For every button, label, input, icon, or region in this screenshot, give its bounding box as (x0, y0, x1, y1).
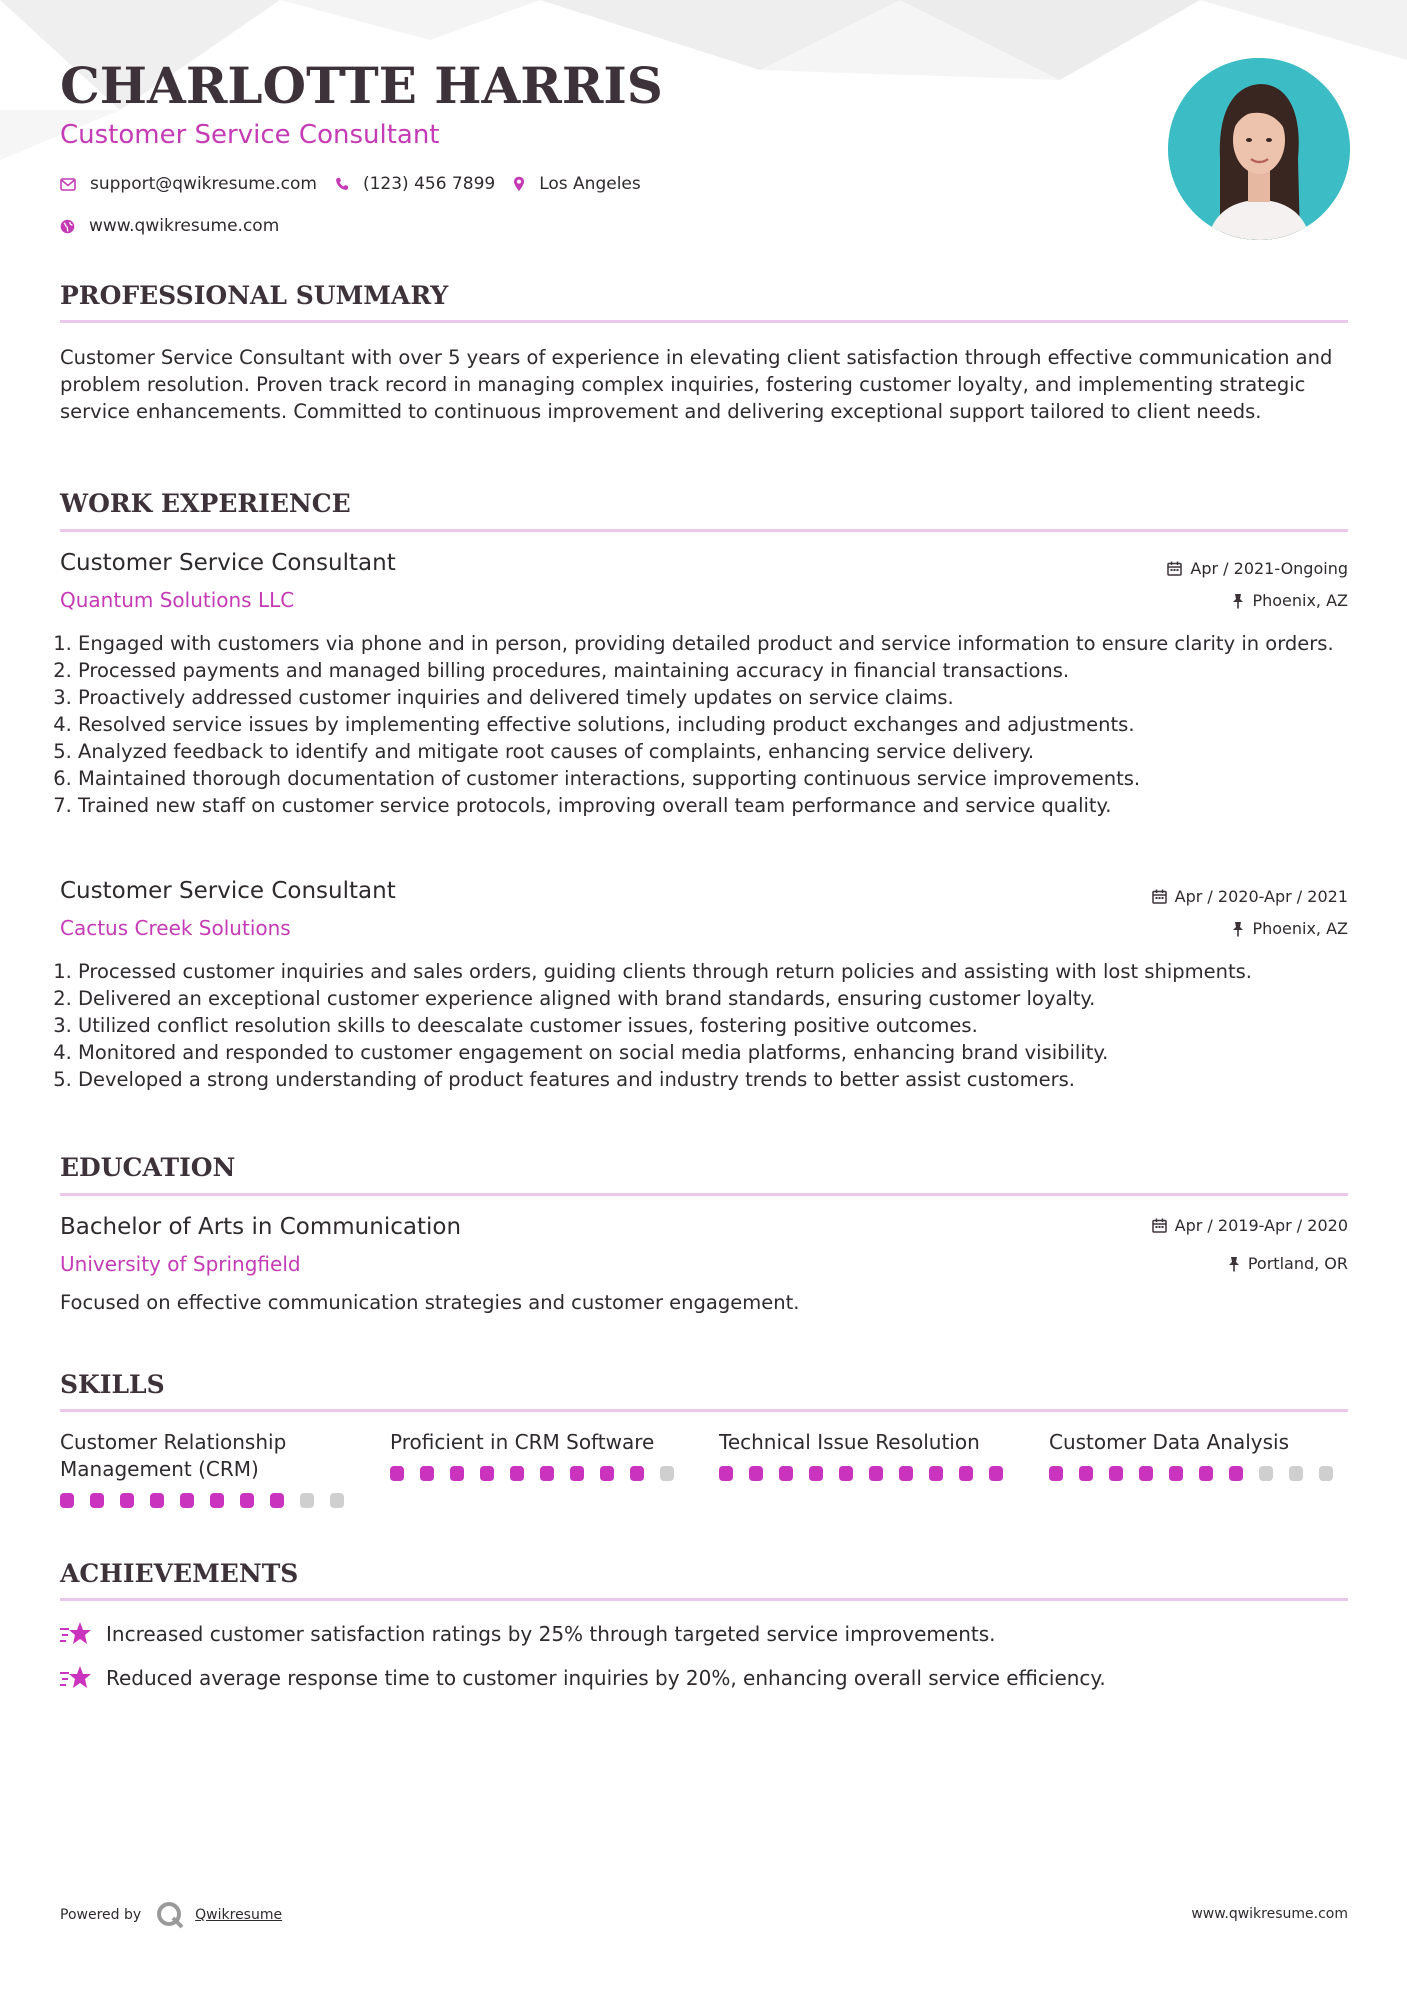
phone-text: (123) 456 7899 (362, 174, 496, 194)
rating-dot-filled (1079, 1466, 1093, 1481)
rating-dot-empty (330, 1493, 344, 1508)
rating-dot-filled (60, 1493, 74, 1508)
job-bullets (60, 630, 1366, 819)
skill-item (719, 1429, 1019, 1481)
list-item: 4. Resolved service issues by implementing effective solutions, including product exchanges and adjustments. (78, 711, 1366, 738)
list-item: 4. Monitored and responded to customer engagement on social media platforms, enhancing brand visibility. (78, 1039, 1366, 1066)
rating-dot-empty (1319, 1466, 1333, 1481)
rating-dot-filled (749, 1466, 763, 1481)
skill-item (1049, 1429, 1349, 1481)
rating-dot-filled (150, 1493, 164, 1508)
rating-dot-filled (570, 1466, 584, 1481)
email-text: support@qwikresume.com (90, 174, 317, 194)
rating-dot-filled (929, 1466, 943, 1481)
contact-website[interactable] (60, 216, 279, 236)
job-title: Customer Service Consultant (60, 878, 396, 904)
education-degree: Bachelor of Arts in Communication (60, 1214, 462, 1240)
envelope-icon (60, 178, 76, 191)
rating-dot-filled (240, 1493, 254, 1508)
skill-name: Customer Relationship Management (CRM) (60, 1430, 287, 1481)
phone-icon (335, 177, 349, 191)
rating-dot-empty (1259, 1466, 1273, 1481)
candidate-title: Customer Service Consultant (60, 120, 440, 150)
skill-name: Proficient in CRM Software (390, 1430, 655, 1454)
job-dates (1167, 559, 1348, 578)
achievement-text: Increased customer satisfaction ratings by 25% through targeted service improvements. (106, 1622, 996, 1646)
candidate-name: CHARLOTTE HARRIS (60, 56, 663, 115)
location-text: Los Angeles (539, 174, 641, 194)
rating-dot-filled (420, 1466, 434, 1481)
job-dates-text: Apr / 2020-Apr / 2021 (1174, 887, 1348, 906)
rating-dot-filled (510, 1466, 524, 1481)
job-bullets (60, 958, 1366, 1093)
job-location-text: Phoenix, AZ (1252, 591, 1348, 610)
list-item: 5. Analyzed feedback to identify and mitigate root causes of complaints, enhancing service delivery. (78, 738, 1366, 765)
section-divider (60, 529, 1348, 532)
education-school: University of Springfield (60, 1252, 301, 1276)
contact-row (60, 169, 659, 199)
skill-name: Technical Issue Resolution (719, 1430, 980, 1454)
rating-dot-filled (1139, 1466, 1153, 1481)
rating-dot-filled (540, 1466, 554, 1481)
rating-dot-filled (899, 1466, 913, 1481)
list-item: 2. Delivered an exceptional customer experience aligned with brand standards, ensuring customer loyalty. (78, 985, 1366, 1012)
education-dates-text: Apr / 2019-Apr / 2020 (1174, 1216, 1348, 1235)
section-title-skills: SKILLS (60, 1370, 165, 1399)
powered-by-label: Powered by (60, 1907, 142, 1923)
rating-dot-empty (300, 1493, 314, 1508)
rating-dot-empty (660, 1466, 674, 1481)
rating-dot-filled (1109, 1466, 1123, 1481)
rating-dot-filled (450, 1466, 464, 1481)
contact-email[interactable] (60, 174, 317, 194)
summary-text: Customer Service Consultant with over 5 years of experience in elevating client satisfaction through effective communication and problem resolution. Proven track record in managing complex inquiries, fostering customer loyalty, and implementing strategic service enhancements. Committed to continuous improvement and delivering exceptional support tailored to client needs. (60, 346, 1333, 423)
contact-location (513, 174, 641, 194)
star-icon (60, 1664, 92, 1692)
section-divider (60, 1193, 1348, 1196)
skill-name: Customer Data Analysis (1049, 1430, 1290, 1454)
achievement-item (60, 1620, 996, 1648)
website-text: www.qwikresume.com (89, 216, 280, 236)
section-title-summary: PROFESSIONAL SUMMARY (60, 281, 449, 310)
list-item: 6. Maintained thorough documentation of customer interactions, supporting continuous service improvements. (78, 765, 1366, 792)
pushpin-icon (1232, 921, 1244, 937)
footer-website[interactable]: www.qwikresume.com (1191, 1906, 1348, 1922)
job-dates-text: Apr / 2021-Ongoing (1190, 559, 1348, 578)
rating-dot-empty (1289, 1466, 1303, 1481)
rating-dot-filled (270, 1493, 284, 1508)
rating-dot-filled (869, 1466, 883, 1481)
rating-dot-filled (210, 1493, 224, 1508)
pushpin-icon (1228, 1256, 1240, 1272)
rating-dot-filled (839, 1466, 853, 1481)
calendar-icon (1152, 889, 1167, 904)
skill-rating (719, 1466, 1019, 1481)
rating-dot-filled (1049, 1466, 1063, 1481)
list-item: 3. Utilized conflict resolution skills to deescalate customer issues, fostering positive outcomes. (78, 1012, 1366, 1039)
rating-dot-filled (630, 1466, 644, 1481)
education-location (1228, 1254, 1348, 1273)
section-title-education: EDUCATION (60, 1153, 236, 1182)
skill-item (390, 1429, 690, 1481)
education-dates (1152, 1216, 1348, 1235)
education-location-text: Portland, OR (1247, 1254, 1348, 1273)
section-title-experience: WORK EXPERIENCE (60, 489, 351, 518)
qwikresume-logo-icon (155, 1900, 185, 1930)
rating-dot-filled (719, 1466, 733, 1481)
footer-powered-by (60, 1900, 282, 1930)
rating-dot-filled (600, 1466, 614, 1481)
section-divider (60, 1409, 1348, 1412)
skill-rating (1049, 1466, 1349, 1481)
rating-dot-filled (1169, 1466, 1183, 1481)
rating-dot-filled (90, 1493, 104, 1508)
rating-dot-filled (180, 1493, 194, 1508)
list-item: 1. Processed customer inquiries and sales orders, guiding clients through return policies and assisting with lost shipments. (78, 958, 1366, 985)
profile-photo (1168, 58, 1350, 240)
list-item: 2. Processed payments and managed billing procedures, maintaining accuracy in financial transactions. (78, 657, 1366, 684)
globe-icon (60, 219, 75, 234)
section-divider (60, 320, 1348, 323)
achievement-text: Reduced average response time to customer inquiries by 20%, enhancing overall service efficiency. (106, 1666, 1106, 1690)
contact-phone[interactable] (335, 174, 495, 194)
contact-row-website (60, 211, 297, 241)
skill-item (60, 1429, 360, 1508)
brand-link[interactable]: Qwikresume (195, 1907, 283, 1923)
rating-dot-filled (989, 1466, 1003, 1481)
job-location-text: Phoenix, AZ (1252, 919, 1348, 938)
rating-dot-filled (959, 1466, 973, 1481)
job-company: Cactus Creek Solutions (60, 916, 291, 940)
list-item: 5. Developed a strong understanding of product features and industry trends to better assist customers. (78, 1066, 1366, 1093)
rating-dot-filled (1199, 1466, 1213, 1481)
job-location (1232, 591, 1348, 610)
job-dates (1152, 887, 1348, 906)
rating-dot-filled (809, 1466, 823, 1481)
education-description: Focused on effective communication strategies and customer engagement. (60, 1291, 800, 1314)
rating-dot-filled (779, 1466, 793, 1481)
rating-dot-filled (1229, 1466, 1243, 1481)
section-divider (60, 1598, 1348, 1601)
skill-rating (60, 1493, 360, 1508)
rating-dot-filled (120, 1493, 134, 1508)
rating-dot-filled (390, 1466, 404, 1481)
calendar-icon (1167, 561, 1182, 576)
job-title: Customer Service Consultant (60, 550, 396, 576)
rating-dot-filled (480, 1466, 494, 1481)
job-company: Quantum Solutions LLC (60, 588, 295, 612)
list-item: 1. Engaged with customers via phone and in person, providing detailed product and service information to ensure clarity in orders. (78, 630, 1366, 657)
star-icon (60, 1620, 92, 1648)
map-pin-icon (513, 176, 525, 192)
skill-rating (390, 1466, 690, 1481)
list-item: 7. Trained new staff on customer service protocols, improving overall team performance and service quality. (78, 792, 1366, 819)
achievement-item (60, 1664, 1106, 1692)
job-location (1232, 919, 1348, 938)
calendar-icon (1152, 1218, 1167, 1233)
section-title-achievements: ACHIEVEMENTS (60, 1559, 299, 1588)
list-item: 3. Proactively addressed customer inquiries and delivered timely updates on service claims. (78, 684, 1366, 711)
pushpin-icon (1232, 593, 1244, 609)
person-portrait (1168, 58, 1350, 240)
